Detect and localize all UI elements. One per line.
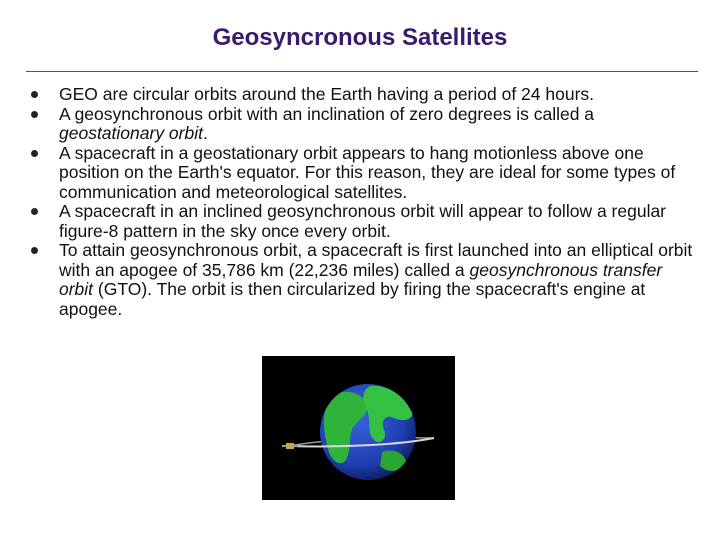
bullet-dot-icon [31,247,38,254]
earth-orbit-image [262,356,455,500]
bullet-item [28,105,698,144]
title-divider [26,71,698,72]
bullet-text: A geosynchronous orbit with an inclination of zero degrees is called a [59,103,595,124]
bullet-item [28,241,698,319]
bullet-dot-icon [31,111,38,118]
bullet-text: To attain geosynchronous orbit, a spacecraft is first launched into an elliptical orbit with an apogee of 35,786 km (22,236 miles) called a [59,240,693,280]
bullet-item [28,202,698,241]
bullet-text: . [202,123,208,143]
bullet-text: GEO are circular orbits around the Earth having a period of 24 hours. [59,84,595,104]
bullet-emphasis: geosynchronous transfer orbit [59,259,663,299]
bullet-list [28,85,698,319]
bullet-dot-icon [31,208,38,215]
bullet-emphasis: geostationary orbit [59,123,203,143]
bullet-text: (GTO). The orbit is then circularized by firing the spacecraft's engine at apogee. [59,279,646,319]
satellite-icon [282,443,298,449]
bullet-item [28,144,698,203]
bullet-item [28,85,698,105]
earth-orbit-icon [262,356,455,500]
bullet-text: A spacecraft in a geostationary orbit appears to hang motionless above one position on the Earth's equator. For this reason, they are ideal for some types of communication and meteorological satellites. [59,142,676,202]
bullet-dot-icon [31,150,38,157]
bullet-dot-icon [31,91,38,98]
bullet-text: A spacecraft in an inclined geosynchronous orbit will appear to follow a regular figure-8 pattern in the sky once every orbit. [59,201,667,241]
slide-title: Geosyncronous Satellites [212,24,508,51]
